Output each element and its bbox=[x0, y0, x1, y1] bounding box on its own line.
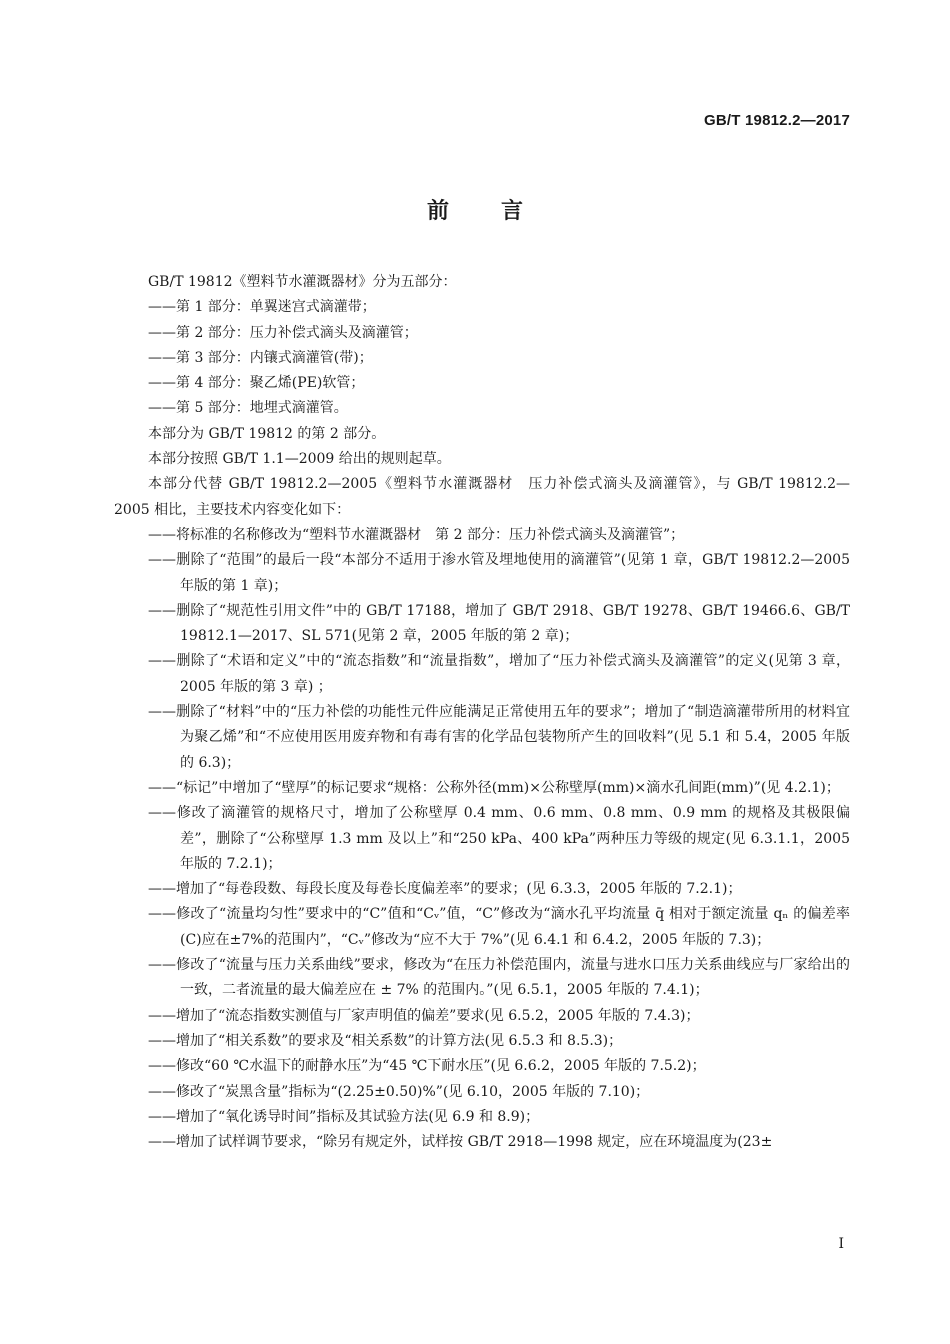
change-item: ——“标记”中增加了“壁厚”的标记要求“规格：公称外径(mm)×公称壁厚(mm)×滴水孔间距(mm)”(见 4.2.1)； bbox=[148, 779, 840, 796]
change-item: ——增加了“氧化诱导时间”指标及其试验方法(见 6.9 和 8.9)； bbox=[148, 1108, 540, 1125]
change-item: ——增加了试样调节要求，“除另有规定外，试样按 GB/T 2918—1998 规定，应在环境温度为(23± bbox=[148, 1134, 773, 1151]
change-item: ——删除了“材料”中的“压力补偿的功能性元件应能满足正常使用五年的要求”；增加了“制造滴灌带所用的材料宜为聚乙烯”和“不应使用医用废弃物和有毒有害的化学品包装物所产生的回收料”(见 5.1 和 5.4，2005 年版的 6.3)； bbox=[148, 704, 850, 771]
part-item: ——第 4 部分：聚乙烯(PE)软管； bbox=[148, 375, 365, 392]
intro-paragraph: GB/T 19812《塑料节水灌溉器材》分为五部分： bbox=[148, 274, 457, 290]
change-item: ——修改了“流量与压力关系曲线”要求，修改为“在压力补偿范围内，流量与进水口压力关系曲线应与厂家给出的一致，二者流量的最大偏差应在 ± 7% 的范围内。”(见 6.5.1，2005 年版的 7.4.1)； bbox=[148, 957, 850, 999]
scope-paragraph: 本部分为 GB/T 19812 的第 2 部分。 bbox=[148, 425, 386, 442]
change-item: ——删除了“范围”的最后一段“本部分不适用于渗水管及埋地使用的滴灌管”(见第 1 章，GB/T 19812.2—2005 年版的第 1 章)； bbox=[148, 552, 850, 594]
change-item: ——修改了“炭黑含量”指标为“(2.25±0.50)%”(见 6.10，2005 年版的 7.10)； bbox=[148, 1083, 650, 1100]
part-item: ——第 2 部分：压力补偿式滴头及滴灌管； bbox=[148, 324, 418, 341]
change-item: ——增加了“相关系数”的要求及“相关系数”的计算方法(见 6.5.3 和 8.5.3)； bbox=[148, 1032, 623, 1049]
change-item: ——修改了“流量均匀性”要求中的“C”值和“Cᵥ”值，“C”修改为“滴水孔平均流量 q̄ 相对于额定流量 qₙ 的偏差率(C)应在±7%的范围内”，“Cᵥ”修改为“应不大于 7%”(见 6.4.1 和 6.4.2，2005 年版的 7.3)； bbox=[148, 906, 850, 948]
change-item: ——将标准的名称修改为“塑料节水灌溉器材 第 2 部分：压力补偿式滴头及滴灌管”； bbox=[148, 526, 685, 543]
part-item: ——第 5 部分：地埋式滴灌管。 bbox=[148, 400, 348, 417]
page-title: 前言 bbox=[426, 199, 575, 224]
part-item: ——第 3 部分：内镶式滴灌管(带)； bbox=[148, 349, 373, 366]
document-body bbox=[114, 270, 850, 1155]
page-number: I bbox=[838, 1236, 844, 1252]
drafting-paragraph: 本部分按照 GB/T 1.1—2009 给出的规则起草。 bbox=[148, 451, 451, 468]
change-item: ——删除了“术语和定义”中的“流态指数”和“流量指数”，增加了“压力补偿式滴头及滴灌管”的定义(见第 3 章，2005 年版的第 3 章) ； bbox=[148, 653, 850, 695]
change-item: ——增加了“每卷段数、每段长度及每卷长度偏差率”的要求；(见 6.3.3，2005 年版的 7.2.1)； bbox=[148, 881, 742, 898]
change-item: ——增加了“流态指数实测值与厂家声明值的偏差”要求(见 6.5.2，2005 年版的 7.4.3)； bbox=[148, 1007, 700, 1024]
part-item: ——第 1 部分：单翼迷宫式滴灌带； bbox=[148, 299, 376, 316]
change-item: ——修改了滴灌管的规格尺寸，增加了公称壁厚 0.4 mm、0.6 mm、0.8 mm、0.9 mm 的规格及其极限偏差”，删除了“公称壁厚 1.3 mm 及以上”和“250 kPa、400 kPa”两种压力等级的规定(见 6.3.1.1，2005 年版的 7.2.1)； bbox=[148, 805, 850, 872]
replacement-paragraph: 本部分代替 GB/T 19812.2—2005《塑料节水灌溉器材 压力补偿式滴头及滴灌管》，与 GB/T 19812.2—2005 相比，主要技术内容变化如下： bbox=[114, 476, 850, 518]
change-item: ——删除了“规范性引用文件”中的 GB/T 17188，增加了 GB/T 2918、GB/T 19278、GB/T 19466.6、GB/T 19812.1—2017、SL 571(见第 2 章，2005 年版的第 2 章)； bbox=[148, 602, 850, 645]
document-code: GB/T 19812.2—2017 bbox=[704, 112, 850, 129]
change-item: ——修改“60 ℃水温下的耐静水压”为“45 ℃下耐水压”(见 6.6.2，2005 年版的 7.5.2)； bbox=[148, 1058, 706, 1075]
